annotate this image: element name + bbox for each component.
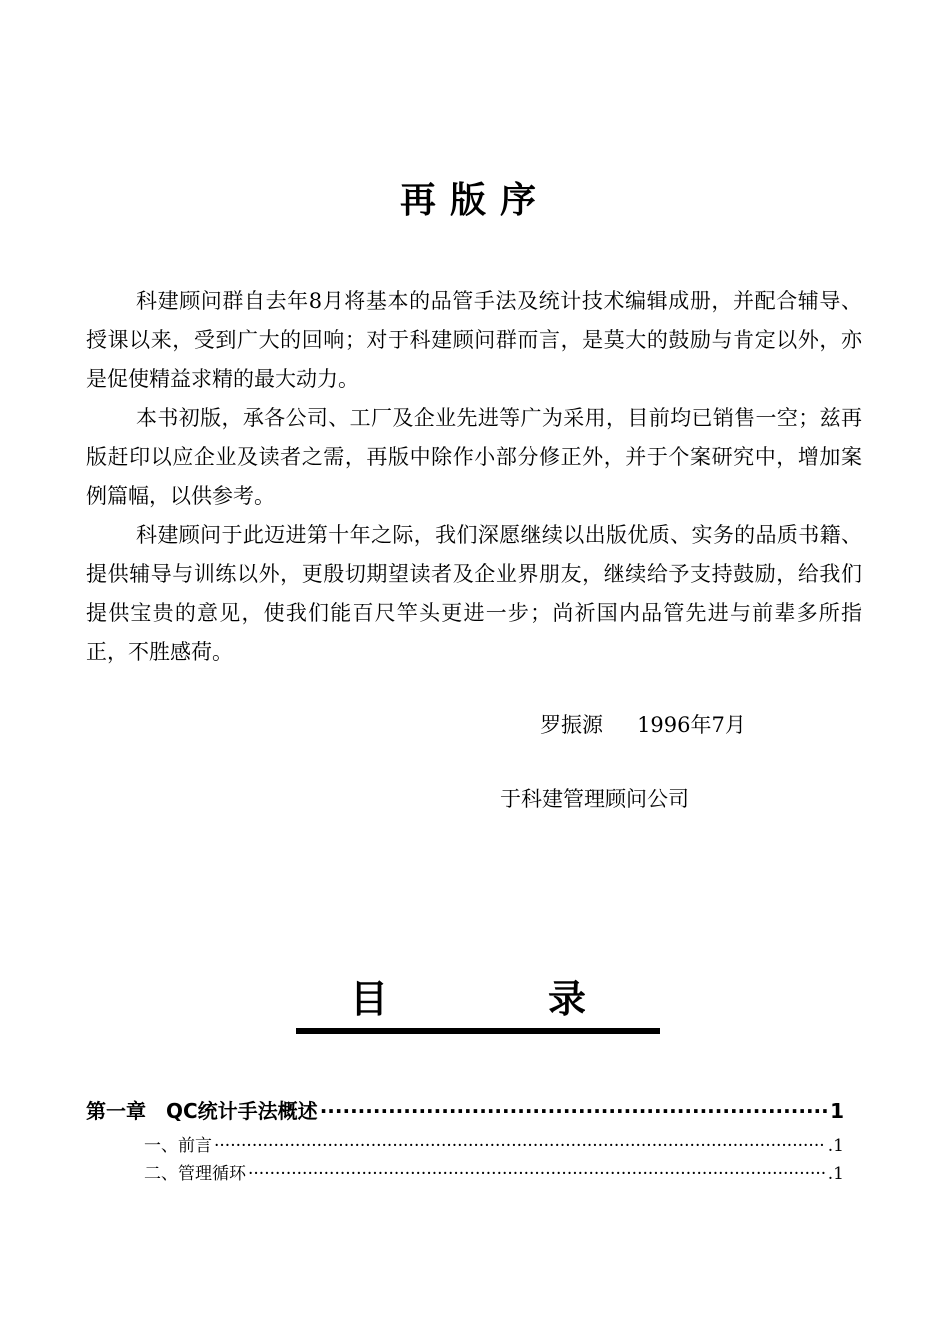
preface-paragraph: 科建顾问群自去年8月将基本的品管手法及统计技术编辑成册，并配合辅导、授课以来，受到广大的回响；对于科建顾问群而言，是莫大的鼓励与肯定以外，亦是促使精益求精的最大动力。 — [86, 289, 862, 391]
toc-section-title: 二、管理循环 — [144, 1164, 246, 1184]
toc-title-underline — [296, 1028, 660, 1034]
preface-paragraph: 科建顾问于此迈进第十年之际，我们深愿继续以出版优质、实务的品质书籍、提供辅导与训练以外，更殷切期望读者及企业界朋友，继续给予支持鼓励，给我们提供宝贵的意见，使我们能百尺竿头更进一步；尚祈国内品管先进与前辈多所指正，不胜感荷。 — [86, 523, 862, 664]
toc-title-char: 目 — [350, 977, 389, 1021]
preface-body — [86, 282, 862, 672]
signature-affiliation: 于科建管理顾问公司 — [500, 787, 689, 811]
signature-author: 罗振源 — [540, 713, 604, 737]
toc-page-number: .1 — [827, 1136, 844, 1156]
toc-chapter-entry[interactable] — [86, 1094, 844, 1128]
toc-section-title: 一、前言 — [144, 1136, 212, 1156]
toc-dot-leader — [248, 1160, 826, 1188]
preface-title: 再版序 — [399, 180, 550, 221]
preface-paragraph: 本书初版，承各公司、工厂及企业先进等广为采用，目前均已销售一空；兹再版赶印以应企业及读者之需，再版中除作小部分修正外，并于个案研究中，增加案例篇幅，以供参考。 — [86, 406, 862, 508]
toc-page-number: 1 — [830, 1099, 844, 1123]
toc-chapter-title: QC统计手法概述 — [166, 1099, 318, 1123]
toc-section-entry[interactable] — [144, 1160, 844, 1188]
signature-date: 1996年7月 — [637, 713, 746, 737]
signature-block — [500, 670, 900, 818]
table-of-contents — [86, 1094, 844, 1188]
toc-title — [296, 974, 660, 1032]
toc-chapter-number: 第一章 — [86, 1099, 146, 1123]
toc-page-number: .1 — [827, 1164, 844, 1184]
toc-section-entry[interactable] — [144, 1132, 844, 1160]
toc-dot-leader — [214, 1132, 826, 1160]
toc-title-char: 录 — [548, 977, 587, 1021]
toc-dot-leader — [320, 1094, 828, 1128]
